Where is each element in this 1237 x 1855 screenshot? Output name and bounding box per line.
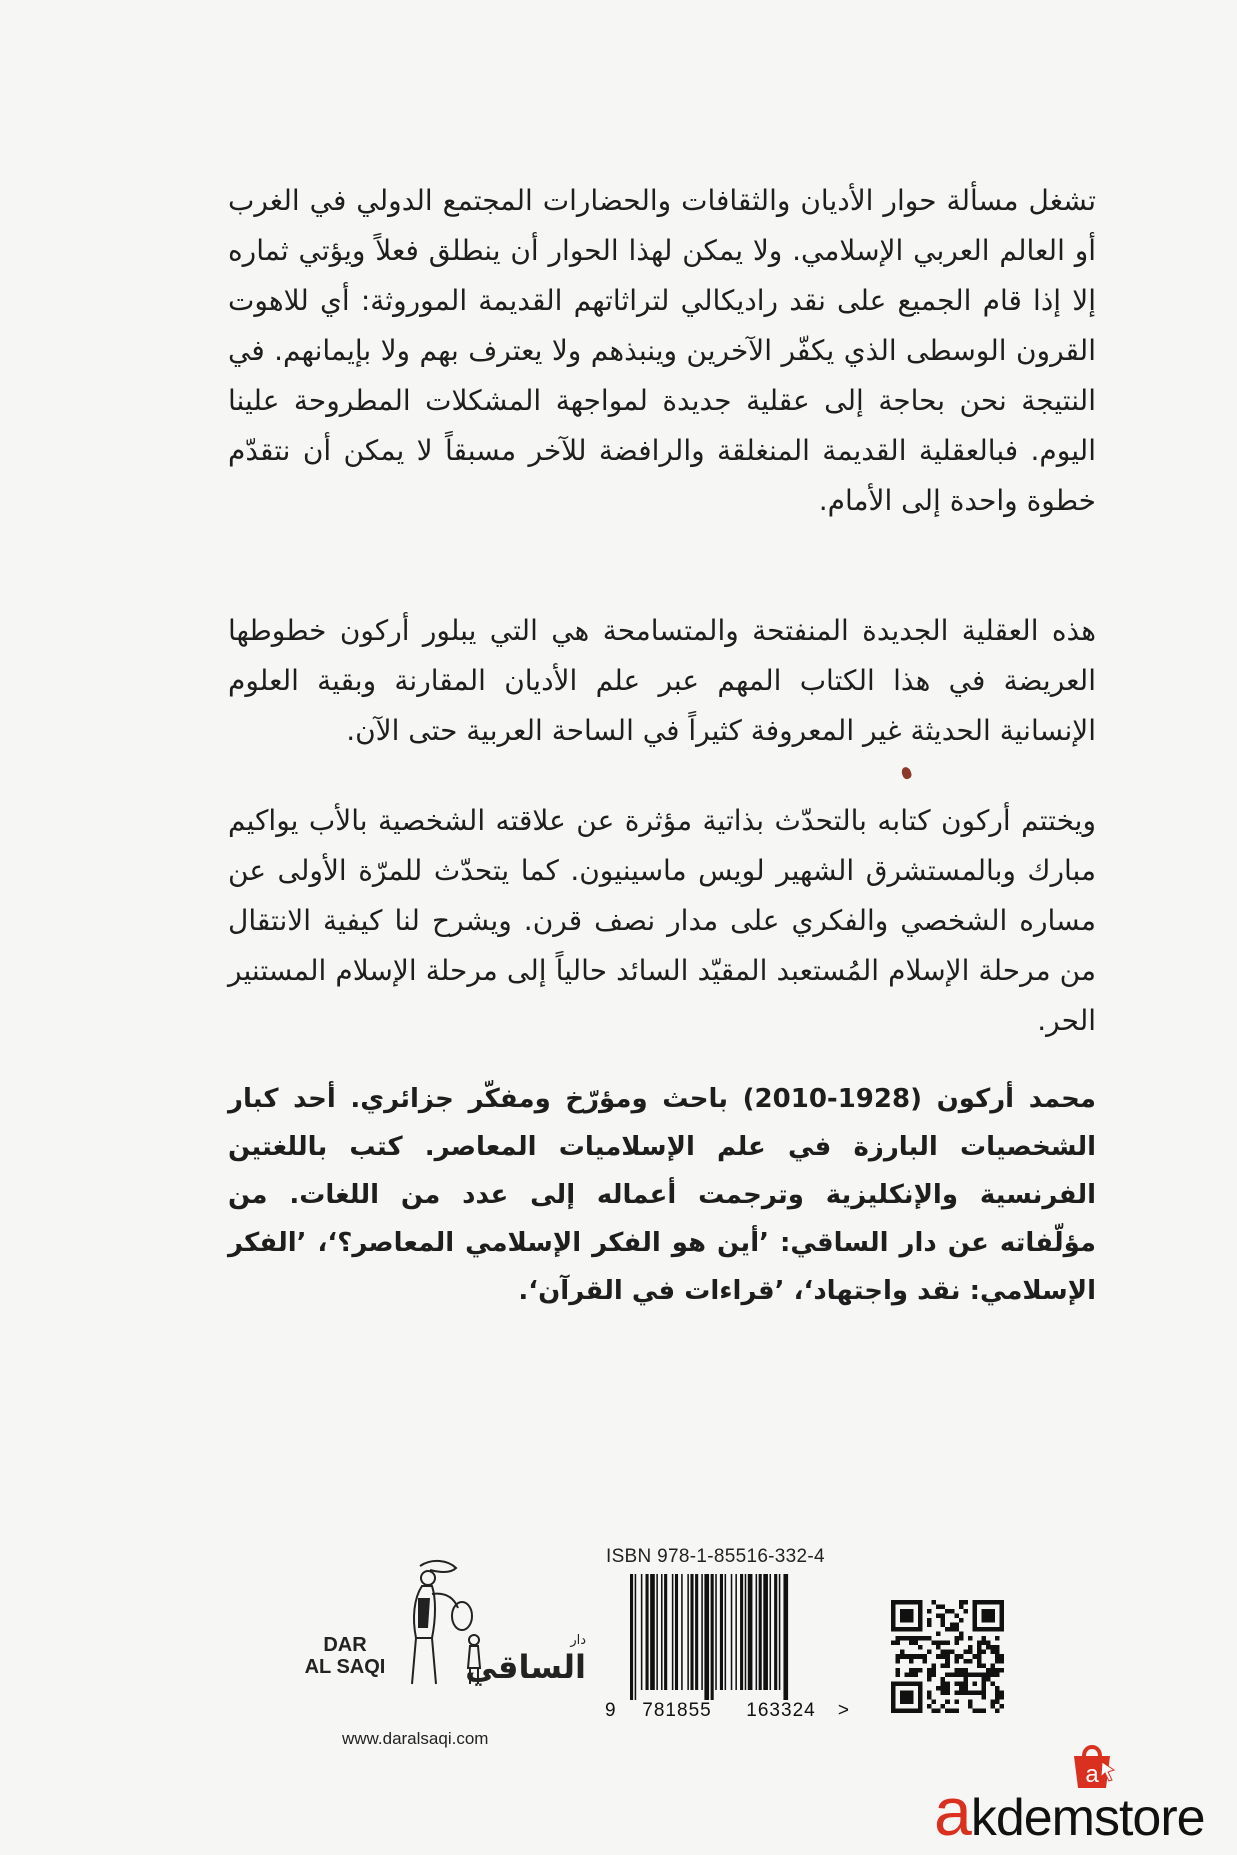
shopping-bag-letter: a xyxy=(1085,1761,1099,1788)
barcode-digits xyxy=(605,1700,849,1722)
author-bio-text: محمد أركون (1928-2010) باحث ومؤرّخ ومفكّر جزائري. أحد كبار الشخصيات البارزة في علم الإسلاميات المعاصر. كتب باللغتين الفرنسية والإنكليزية وترجمت أعماله إلى عدد من اللغات. من مؤلّفاته عن دار الساقي: ’أين هو الفكر الإسلامي المعاصر؟‘، ’الفكر الإسلامي: نقد واجتهاد‘، ’قراءات في القرآن‘. xyxy=(228,1084,1096,1306)
store-watermark-initial: a xyxy=(934,1774,971,1850)
barcode-digit-first: 9 xyxy=(605,1700,616,1721)
publisher-name-arabic-small: دار xyxy=(570,1633,586,1648)
publisher-name-arabic: الساقي xyxy=(465,1648,586,1686)
publisher-name-line2: AL SAQI xyxy=(304,1656,386,1678)
store-watermark-rest: kdemstore xyxy=(970,1789,1205,1847)
barcode-digits-group2: 163324 xyxy=(746,1700,816,1721)
ink-speck xyxy=(900,766,913,780)
author-bio xyxy=(228,1075,1096,1315)
description-paragraph-3-text: ويختتم أركون كتابه بالتحدّث بذاتية مؤثرة عن علاقته الشخصية بالأب يواكيم مبارك وبالمستشرق الشهير لويس ماسينيون. كما يتحدّث للمرّة الأولى عن مساره الشخصي والفكري على مدار نصف قرن. ويشرح لنا كيفية الانتقال من مرحلة الإسلام المُستعبد المقيّد السائد حالياً إلى مرحلة الإسلام المستنير الحر. xyxy=(228,804,1096,1037)
barcode-digits-group1: 781855 xyxy=(642,1700,712,1721)
store-watermark xyxy=(934,1774,1205,1850)
publisher-name-latin xyxy=(290,1634,400,1678)
description-paragraph-2-text: هذه العقلية الجديدة المنفتحة والمتسامحة هي التي يبلور أركون خطوطها العريضة في هذا الكتاب المهم عبر علم الأديان المقارنة وبقية العلوم الإنسانية الحديثة غير المعروفة كثيراً في الساحة العربية حتى الآن. xyxy=(228,614,1096,747)
description-paragraph-1-text: تشغل مسألة حوار الأديان والثقافات والحضارات المجتمع الدولي في الغرب أو العالم العربي الإسلامي. ولا يمكن لهذا الحوار أن ينطلق فعلاً ويؤتي ثماره إلا إذا قام الجميع على نقد راديكالي لتراثاتهم القديمة الموروثة: أي للاهوت القرون الوسطى الذي يكفّر الآخرين وينبذهم ولا يعترف بهم ولا بإيمانهم. في النتيجة نحن بحاجة إلى عقلية جديدة لمواجهة المشكلات المطروحة علينا اليوم. فبالعقلية القديمة المنغلقة والرافضة للآخر مسبقاً لا يمكن أن نتقدّم خطوة واحدة إلى الأمام. xyxy=(228,184,1096,517)
publisher-name-line1: DAR xyxy=(323,1634,367,1656)
description-paragraph-1 xyxy=(228,176,1096,526)
barcode-end-marker: > xyxy=(837,1700,849,1721)
description-paragraph-2 xyxy=(228,606,1096,756)
publisher-logo xyxy=(290,1558,590,1698)
isbn-label: ISBN 978-1-85516-332-4 xyxy=(606,1546,825,1567)
publisher-name-arabic-graphic xyxy=(465,1628,588,1688)
qr-code-icon xyxy=(891,1600,1004,1713)
publisher-website: www.daralsaqi.com xyxy=(342,1729,489,1748)
barcode-bars xyxy=(626,1574,836,1700)
description-paragraph-3 xyxy=(228,796,1096,1046)
